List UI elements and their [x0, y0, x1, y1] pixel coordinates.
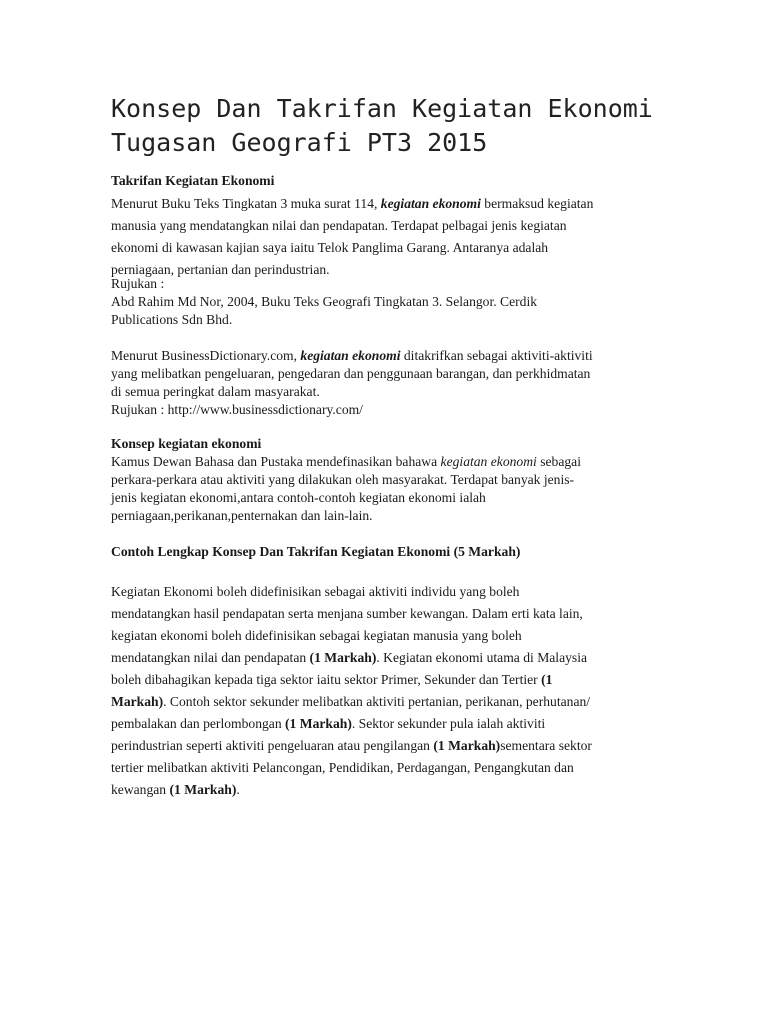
text-line [111, 735, 656, 757]
section-takrifan [111, 172, 656, 329]
emphasis-term: kegiatan ekonomi [300, 348, 401, 363]
text-line: jenis kegiatan ekonomi,antara contoh-contoh kegiatan ekonomi ialah [111, 490, 486, 505]
markah-label: (1 Markah) [433, 738, 501, 753]
text-line [111, 669, 656, 691]
section-konsep [111, 435, 656, 525]
text-line [111, 779, 656, 801]
text-line: manusia yang mendatangkan nilai dan pendapatan. Terdapat pelbagai jenis kegiatan [111, 218, 567, 233]
text-run: kewangan [111, 782, 170, 797]
heading-takrifan: Takrifan Kegiatan Ekonomi [111, 173, 275, 188]
heading-contoh-lengkap: Contoh Lengkap Konsep Dan Takrifan Kegiatan Ekonomi (5 Markah) [111, 544, 521, 559]
text-run: sementara sektor [500, 738, 592, 753]
text-line [111, 647, 656, 669]
text-run: bermaksud kegiatan [480, 196, 594, 211]
text-line: Kegiatan Ekonomi boleh didefinisikan sebagai aktiviti individu yang boleh [111, 584, 520, 599]
section-contoh-lengkap [111, 542, 656, 801]
markah-label: Markah) [111, 694, 164, 709]
text-line [111, 193, 656, 215]
text-line: yang melibatkan pengeluaran, pengedaran dan penggunaan barangan, dan perkhidmatan [111, 366, 591, 381]
paragraph-buku-teks [111, 193, 656, 281]
text-run: Menurut Buku Teks Tingkatan 3 muka surat 114, [111, 196, 381, 211]
text-run: Kamus Dewan Bahasa dan Pustaka mendefinasikan bahawa [111, 454, 441, 469]
text-line [111, 347, 656, 365]
text-line [111, 713, 656, 735]
text-run: sebagai [536, 454, 581, 469]
text-run: . [236, 782, 240, 797]
text-run: pembalakan dan perlombongan [111, 716, 286, 731]
text-line: tertier melibatkan aktiviti Pelancongan, Pendidikan, Perdagangan, Pengangkutan dan [111, 760, 574, 775]
title-line-1: Konsep Dan Takrifan Kegiatan Ekonomi [111, 94, 653, 123]
text-line: perniagaan, pertanian dan perindustrian. [111, 262, 330, 277]
text-run: Menurut BusinessDictionary.com, [111, 348, 301, 363]
markah-label: (1 [541, 672, 553, 687]
text-line: perniagaan,perikanan,penternakan dan lain-lain. [111, 508, 373, 523]
text-run: boleh dibahagikan kepada tiga sektor iaitu sektor Primer, Sekunder dan Tertier [111, 672, 542, 687]
text-line: ekonomi di kawasan kajian saya iaitu Telok Panglima Garang. Antaranya adalah [111, 240, 549, 255]
text-run: mendatangkan nilai dan pendapatan [111, 650, 310, 665]
emphasis-term: kegiatan ekonomi [440, 454, 537, 469]
reference-line: Rujukan : http://www.businessdictionary.com/ [111, 402, 363, 417]
reference-line: Publications Sdn Bhd. [111, 312, 233, 327]
title-line-2: Tugasan Geografi PT3 2015 [111, 128, 488, 157]
text-run: . Kegiatan ekonomi utama di Malaysia [376, 650, 588, 665]
section-businessdictionary [111, 347, 656, 419]
document-title [111, 92, 751, 160]
text-line [111, 453, 656, 471]
text-line: mendatangkan hasil pendapatan serta menjana sumber kewangan. Dalam erti kata lain, [111, 606, 583, 621]
text-run: . Contoh sektor sekunder melibatkan aktiviti pertanian, perikanan, perhutanan/ [163, 694, 591, 709]
text-line: kegiatan ekonomi boleh didefinisikan sebagai kegiatan manusia yang boleh [111, 628, 522, 643]
reference-buku-teks [111, 275, 656, 329]
text-run: . Sektor sekunder pula ialah aktiviti [351, 716, 546, 731]
markah-label: (1 Markah) [285, 716, 352, 731]
paragraph-contoh [111, 581, 656, 801]
markah-label: (1 Markah) [309, 650, 377, 665]
reference-line: Abd Rahim Md Nor, 2004, Buku Teks Geografi Tingkatan 3. Selangor. Cerdik [111, 294, 538, 309]
heading-konsep: Konsep kegiatan ekonomi [111, 436, 262, 451]
text-run: perindustrian seperti aktiviti pengeluaran atau pengilangan [111, 738, 434, 753]
reference-label: Rujukan : [111, 276, 165, 291]
text-line [111, 691, 656, 713]
emphasis-term: kegiatan ekonomi [380, 196, 481, 211]
text-line: perkara-perkara atau aktiviti yang dilakukan oleh masyarakat. Terdapat banyak jenis- [111, 472, 575, 487]
text-line: di semua peringkat dalam masyarakat. [111, 384, 320, 399]
markah-label: (1 Markah) [169, 782, 237, 797]
text-run: ditakrifkan sebagai aktiviti-aktiviti [400, 348, 593, 363]
